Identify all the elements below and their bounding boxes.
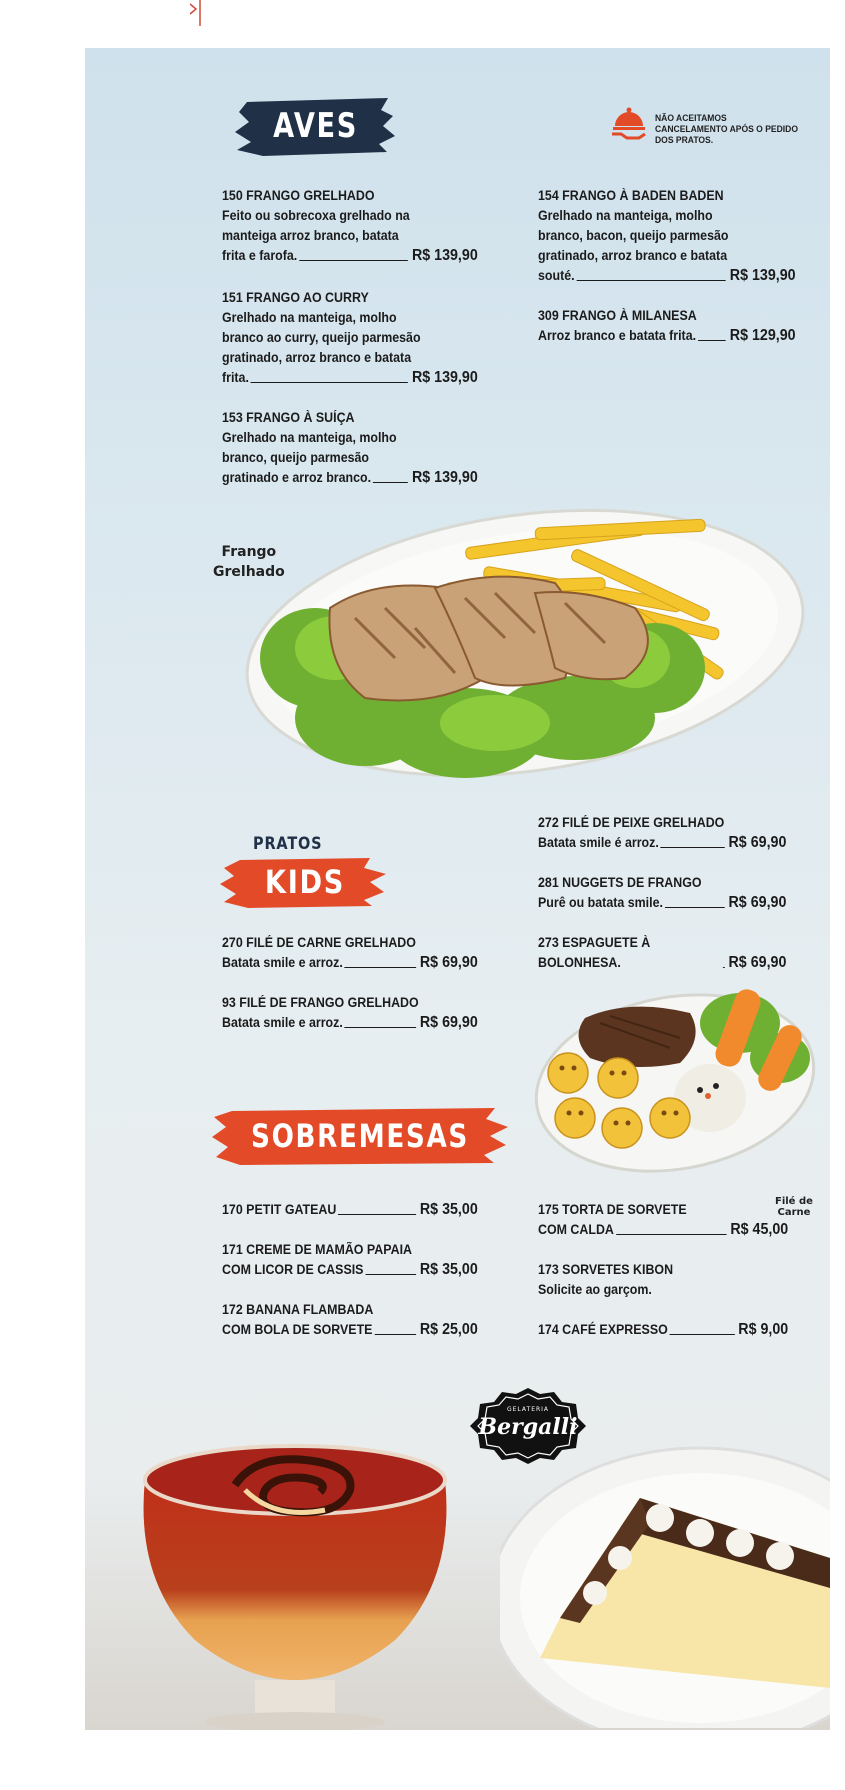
menu-poster bbox=[85, 48, 830, 1730]
file-caption-line: Carne bbox=[777, 1207, 811, 1218]
item-150-desc: Feito ou sobrecoxa grelhado na bbox=[222, 208, 410, 223]
item-173-title: 173 SORVETES KIBON bbox=[538, 1262, 674, 1277]
item-172 bbox=[222, 1300, 478, 1340]
item-175 bbox=[538, 1200, 788, 1240]
item-153 bbox=[222, 408, 478, 488]
item-153-price: R$ 139,90 bbox=[411, 469, 478, 486]
item-273-price: R$ 69,90 bbox=[728, 954, 787, 971]
item-175-price: R$ 45,00 bbox=[730, 1221, 789, 1238]
item-170 bbox=[222, 1200, 478, 1220]
item-154-desc: Grelhado na manteiga, molho bbox=[538, 208, 713, 223]
item-174-price: R$ 9,00 bbox=[738, 1321, 789, 1338]
sobremesas-title: SOBREMESAS bbox=[251, 1117, 469, 1155]
kids-title: KIDS bbox=[264, 863, 346, 901]
item-170-desc: 170 PETIT GATEAU bbox=[222, 1202, 337, 1217]
item-153-desc: gratinado e arroz branco. bbox=[222, 470, 372, 485]
aves-banner bbox=[233, 92, 398, 160]
item-93-desc: Batata smile e arroz. bbox=[222, 1015, 343, 1030]
item-272 bbox=[538, 813, 786, 853]
item-174 bbox=[538, 1320, 788, 1340]
item-153-title: 153 FRANGO À SUÍÇA bbox=[222, 410, 355, 425]
item-270-price: R$ 69,90 bbox=[419, 954, 478, 971]
item-273 bbox=[538, 933, 786, 973]
item-154 bbox=[538, 186, 796, 286]
item-150-title: 150 FRANGO GRELHADO bbox=[222, 188, 375, 203]
logo-brand: Bergalli bbox=[478, 1414, 578, 1440]
item-270-desc: Batata smile e arroz. bbox=[222, 955, 343, 970]
notice-text: NÃO ACEITAMOS CANCELAMENTO APÓS O PEDIDO DOS PRATOS. bbox=[655, 113, 798, 146]
aves-title: AVES bbox=[273, 106, 358, 146]
item-153-desc: Grelhado na manteiga, molho bbox=[222, 430, 397, 445]
frango-caption-line: Frango bbox=[221, 544, 277, 560]
item-154-desc: souté. bbox=[538, 268, 575, 283]
item-151-desc: Grelhado na manteiga, molho bbox=[222, 310, 397, 325]
kids-plate-photo bbox=[530, 978, 820, 1178]
file-caption-line: Filé de bbox=[775, 1196, 813, 1207]
logo-sub: GELATERIA bbox=[506, 1406, 550, 1413]
item-151-price: R$ 139,90 bbox=[411, 369, 478, 386]
item-309-title: 309 FRANGO À MILANESA bbox=[538, 308, 697, 323]
dessert-glass-photo bbox=[125, 1430, 465, 1730]
item-173 bbox=[538, 1260, 788, 1300]
frango-plate-photo bbox=[235, 508, 805, 798]
sobremesas-banner bbox=[210, 1103, 510, 1169]
item-154-price: R$ 139,90 bbox=[729, 267, 796, 284]
item-281-title: 281 NUGGETS DE FRANGO bbox=[538, 875, 702, 890]
item-151-title: 151 FRANGO AO CURRY bbox=[222, 290, 369, 305]
item-309-desc: Arroz branco e batata frita. bbox=[538, 328, 697, 343]
item-281-price: R$ 69,90 bbox=[728, 894, 787, 911]
item-150-desc: frita e farofa. bbox=[222, 248, 298, 263]
item-154-desc: branco, bacon, queijo parmesão bbox=[538, 228, 729, 243]
cloche-icon bbox=[609, 104, 649, 144]
item-154-title: 154 FRANGO À BADEN BADEN bbox=[538, 188, 724, 203]
item-281 bbox=[538, 873, 786, 913]
ice-cream-cake-photo bbox=[500, 1438, 830, 1728]
item-170-price: R$ 35,00 bbox=[419, 1201, 478, 1218]
item-172-price: R$ 25,00 bbox=[419, 1321, 478, 1338]
item-172-title: 172 BANANA FLAMBADA bbox=[222, 1302, 374, 1317]
cancel-notice bbox=[603, 104, 823, 144]
item-272-title: 272 FILÉ DE PEIXE GRELHADO bbox=[538, 815, 725, 830]
item-171-price: R$ 35,00 bbox=[419, 1261, 478, 1278]
item-273-desc: 273 ESPAGUETE À BOLONHESA. bbox=[538, 935, 651, 970]
item-272-price: R$ 69,90 bbox=[728, 834, 787, 851]
item-150-desc: manteiga arroz branco, batata bbox=[222, 228, 399, 243]
item-172-desc: COM BOLA DE SORVETE bbox=[222, 1322, 373, 1337]
item-270-title: 270 FILÉ DE CARNE GRELHADO bbox=[222, 935, 416, 950]
item-93-title: 93 FILÉ DE FRANGO GRELHADO bbox=[222, 995, 419, 1010]
item-150-price: R$ 139,90 bbox=[411, 247, 478, 264]
item-309-price: R$ 129,90 bbox=[729, 327, 796, 344]
item-153-desc: branco, queijo parmesão bbox=[222, 450, 370, 465]
frango-caption-line: Grelhado bbox=[213, 564, 285, 580]
item-151 bbox=[222, 288, 478, 388]
item-173-desc: Solicite ao garçom. bbox=[538, 1282, 652, 1297]
item-154-desc: gratinado, arroz branco e batata bbox=[538, 248, 728, 263]
item-175-desc: COM CALDA bbox=[538, 1222, 614, 1237]
item-270 bbox=[222, 933, 478, 973]
item-151-desc: gratinado, arroz branco e batata bbox=[222, 350, 412, 365]
kids-banner bbox=[220, 854, 390, 910]
item-171-title: 171 CREME DE MAMÃO PAPAIA bbox=[222, 1242, 413, 1257]
top-mark bbox=[190, 0, 220, 28]
item-171-desc: COM LICOR DE CASSIS bbox=[222, 1262, 364, 1277]
item-93 bbox=[222, 993, 478, 1033]
item-171 bbox=[222, 1240, 478, 1280]
item-151-desc: branco ao curry, queijo parmesão bbox=[222, 330, 421, 345]
item-281-desc: Purê ou batata smile. bbox=[538, 895, 663, 910]
item-150 bbox=[222, 186, 478, 266]
kids-pre-title: PRATOS bbox=[253, 834, 323, 854]
item-309 bbox=[538, 306, 796, 346]
item-174-desc: 174 CAFÉ EXPRESSO bbox=[538, 1322, 668, 1337]
item-272-desc: Batata smile é arroz. bbox=[538, 835, 659, 850]
item-151-desc: frita. bbox=[222, 370, 249, 385]
item-93-price: R$ 69,90 bbox=[419, 1014, 478, 1031]
item-175-title: 175 TORTA DE SORVETE bbox=[538, 1202, 687, 1217]
